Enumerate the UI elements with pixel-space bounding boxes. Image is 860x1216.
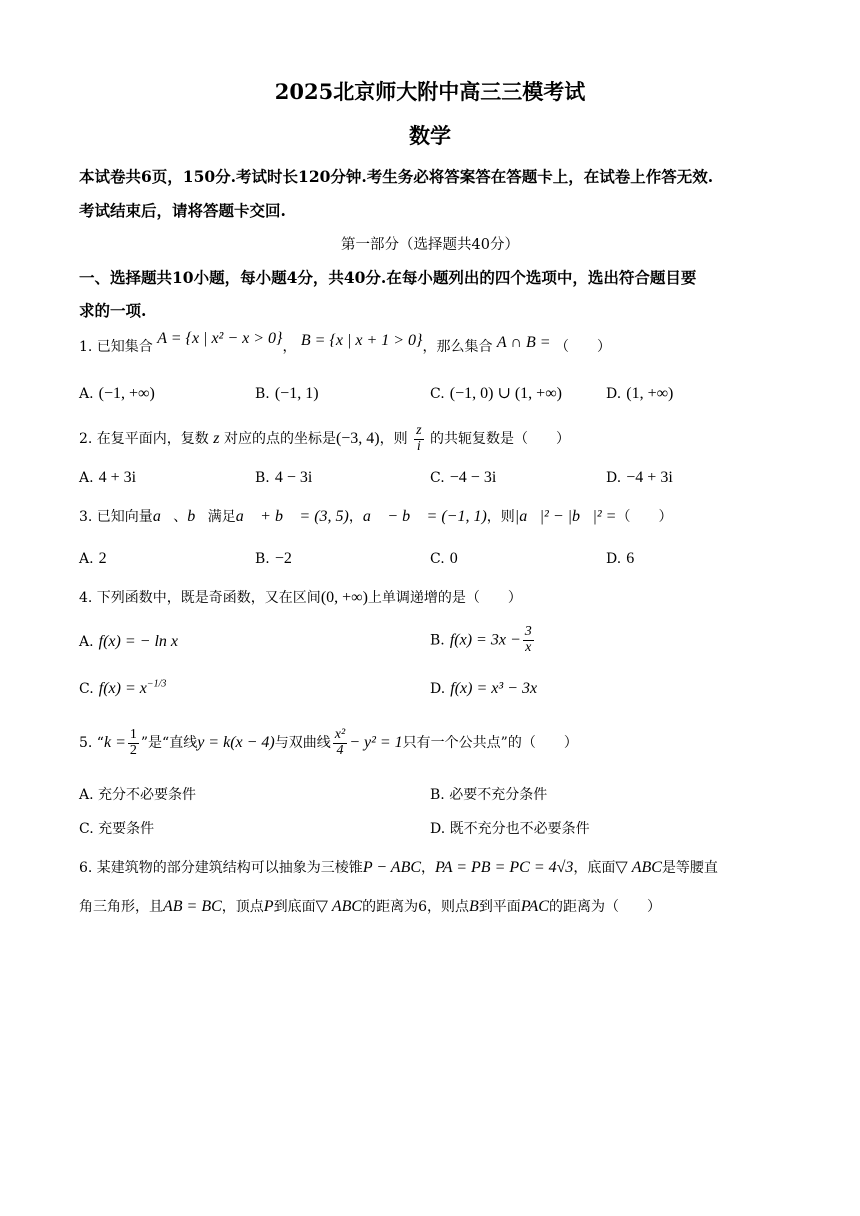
- q3-option-d[interactable]: D. 6: [606, 550, 635, 567]
- q3-option-c[interactable]: C. 0: [430, 550, 458, 567]
- question-6-line-1: 6. 某建筑物的部分建筑结构可以抽象为三棱锥P − ABC，PA = PB = PC = 4√3，底面▽ ABC是等腰直: [79, 859, 718, 876]
- q1-set-b: B = {x | x + 1 > 0}: [300, 332, 423, 349]
- subject-title: 数学: [409, 123, 451, 148]
- q2-option-c[interactable]: C. −4 − 3i: [430, 469, 497, 486]
- question-5: 5. “k = $\frac{1}{2}$ ”是“直线y = k(x − 4)与双曲线 $\frac{\text{x²}}{4}$ − y² = 1只有一个公共点”的（ ）: [79, 727, 578, 758]
- q3-option-b[interactable]: B. −2: [255, 550, 292, 567]
- q5-option-a[interactable]: A. 充分不必要条件: [79, 787, 197, 803]
- q1-option-a[interactable]: A. (−1, +∞): [79, 385, 155, 402]
- exam-title: 2025北京师大附中高三三模考试: [274, 79, 586, 104]
- question-6-line-2: 角三角形，且AB = BC，顶点P到底面▽ ABC的距离为6，则点B到平面PAC的距离为（ ）: [79, 898, 661, 915]
- q1-option-c[interactable]: C. (−1, 0) ∪ (1, +∞): [430, 385, 562, 402]
- q4-option-c[interactable]: C. $f(x) = x^{-1/3}$: [79, 678, 167, 697]
- q3-vector-b: b⃗: [187, 508, 208, 525]
- q2-point: (−3, 4): [335, 430, 380, 448]
- q5-k-fraction: $\frac{1}{2}$: [129, 727, 137, 758]
- part-heading: 第一部分（选择题共40分）: [341, 237, 519, 253]
- q1-suffix: ，那么集合: [422, 339, 493, 355]
- q1-set-a: A = {x | x² − x > 0}: [157, 330, 283, 347]
- q1-option-b[interactable]: B. (−1, 1): [255, 385, 319, 402]
- q3-vector-a: a⃗: [152, 508, 174, 525]
- q3-eq-diff: a⃗ − b⃗ = (−1, 1): [362, 508, 487, 525]
- q3-option-a[interactable]: A. 2: [79, 550, 107, 567]
- q2-option-a[interactable]: A. 4 + 3i: [79, 469, 137, 486]
- q5-option-c[interactable]: C. 充要条件: [79, 821, 155, 837]
- q2-var-z: z: [213, 430, 220, 448]
- q4-option-a[interactable]: A. f(x) = − ln x: [79, 633, 178, 650]
- q4-interval: (0, +∞): [320, 589, 368, 606]
- q2-option-d[interactable]: D. −4 + 3i: [606, 469, 673, 486]
- q1-prefix: 1. 已知集合: [79, 339, 153, 355]
- q4-option-b[interactable]: B. f(x) = 3x − $\frac{3}{x}$: [430, 624, 532, 655]
- intro-line-2: 考试结束后，请将答题卡交回.: [79, 201, 286, 220]
- q5-option-b[interactable]: B. 必要不充分条件: [430, 787, 548, 803]
- q3-eq-sum: a⃗ + b⃗ = (3, 5): [235, 508, 349, 525]
- q6-pyramid: P − ABC: [362, 859, 422, 876]
- question-4: 4. 下列函数中，既是奇函数，又在区间(0, +∞)上单调递增的是（ ）: [79, 589, 522, 606]
- q5-line-eq: y = k(x − 4): [197, 734, 275, 752]
- q6-triangle-1: ▽ ABC: [615, 859, 662, 876]
- q5-k: k =: [103, 734, 126, 752]
- q2-fraction: $\frac{z}{i}$: [416, 423, 422, 454]
- question-1: 1. 已知集合 A = {x | x² − x > 0}， B = {x | x + 1 > 0}，那么集合 A ∩ B = （ ）: [79, 330, 611, 355]
- intro-line-1: 本试卷共6页，150分.考试时长120分钟.考生务必将答案答在答题卡上，在试卷上作答无效.: [79, 167, 714, 186]
- q3-expression: |a⃗|² − |b⃗|² =: [514, 508, 617, 525]
- q1-intersection: A ∩ B =: [496, 334, 551, 351]
- question-2: 2. 在复平面内，复数 z 对应的点的坐标是(−3, 4)，则 $\frac{z}{i}$ 的共轭复数是（ ）: [79, 423, 570, 454]
- question-3: 3. 已知向量a⃗、b⃗满足a⃗ + b⃗ = (3, 5)，a⃗ − b⃗ = (−1, 1)，则|a⃗|² − |b⃗|² =（ ）: [79, 508, 673, 525]
- section-instruction-line-2: 求的一项.: [79, 301, 147, 320]
- q1-answer-blank: （ ）: [554, 339, 611, 355]
- q4-option-d[interactable]: D. f(x) = x³ − 3x: [430, 680, 538, 697]
- q2-option-b[interactable]: B. 4 − 3i: [255, 469, 313, 486]
- q6-edges: PA = PB = PC = 4√3: [435, 859, 574, 876]
- section-instruction-line-1: 一、选择题共10小题，每小题4分，共40分.在每小题列出的四个选项中，选出符合题目要: [79, 268, 697, 287]
- q5-hyperbola-fraction: $\frac{\text{x²}}{4}$: [334, 727, 346, 758]
- q5-option-d[interactable]: D. 既不充分也不必要条件: [430, 821, 590, 837]
- q1-option-d[interactable]: D. (1, +∞): [606, 385, 674, 402]
